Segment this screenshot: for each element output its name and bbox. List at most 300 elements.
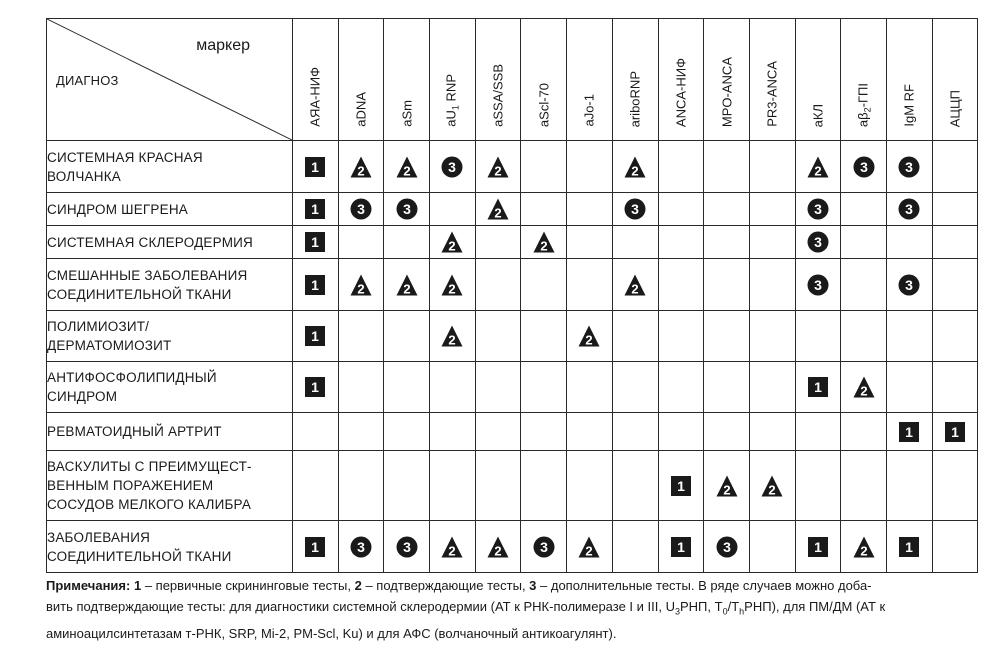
legend-text-1: – первичные скрининговые тесты, — [141, 578, 355, 593]
marker-cell — [521, 451, 567, 521]
marker-cell — [886, 311, 932, 362]
marker-cell — [567, 141, 613, 193]
table-body — [47, 141, 978, 573]
table-row — [47, 141, 978, 193]
marker-cell — [521, 141, 567, 193]
marker-label: aКЛ — [810, 103, 826, 127]
diagnosis-cell — [47, 521, 293, 573]
marker-label: PR3-ANCA — [764, 61, 780, 127]
table-row — [47, 521, 978, 573]
marker-cell — [704, 521, 750, 573]
marker-cell — [567, 521, 613, 573]
marker-cell — [475, 521, 521, 573]
svg-text:2: 2 — [585, 543, 594, 558]
marker-cell — [293, 451, 339, 521]
marker-label: aJo-1 — [581, 94, 597, 127]
svg-text:3: 3 — [905, 276, 914, 293]
diagnosis-cell — [47, 413, 293, 451]
marker-cell — [749, 311, 795, 362]
notes-sub-2: 0 — [722, 606, 728, 617]
svg-text:3: 3 — [814, 234, 822, 250]
marker-cell — [886, 521, 932, 573]
svg-text:2: 2 — [403, 281, 411, 296]
screening-square-icon — [304, 156, 326, 178]
svg-text:2: 2 — [448, 281, 457, 296]
marker-cell — [704, 193, 750, 226]
marker-cell — [749, 451, 795, 521]
table-row — [47, 259, 978, 311]
additional-circle-icon — [396, 536, 418, 558]
marker-cell — [293, 226, 339, 259]
marker-cell — [704, 413, 750, 451]
marker-cell — [795, 521, 841, 573]
marker-cell — [338, 362, 384, 413]
screening-square-icon — [304, 274, 326, 296]
svg-text:1: 1 — [814, 379, 822, 395]
marker-axis-label: маркер — [196, 37, 250, 54]
additional-circle-icon — [533, 536, 555, 558]
screening-square-icon — [807, 536, 829, 558]
marker-cell — [658, 226, 704, 259]
marker-cell — [704, 226, 750, 259]
marker-cell — [384, 413, 430, 451]
diagnosis-text: РЕВМАТОИДНЫЙ АРТРИТ — [47, 424, 222, 439]
marker-header-4 — [430, 19, 476, 141]
additional-circle-icon — [716, 536, 738, 558]
marker-cell — [886, 141, 932, 193]
marker-cell — [886, 259, 932, 311]
additional-circle-icon — [624, 198, 646, 220]
marker-label: $a\beta_2$-ГПI — [855, 82, 872, 127]
svg-text:2: 2 — [403, 163, 411, 178]
marker-cell — [612, 141, 658, 193]
marker-cell — [658, 362, 704, 413]
marker-cell — [567, 311, 613, 362]
marker-cell — [932, 451, 978, 521]
marker-cell — [795, 226, 841, 259]
marker-cell — [612, 226, 658, 259]
marker-label: aSm — [399, 100, 415, 127]
marker-cell — [475, 362, 521, 413]
svg-text:3: 3 — [357, 538, 365, 555]
marker-cell — [841, 521, 887, 573]
table-row — [47, 413, 978, 451]
marker-cell — [932, 413, 978, 451]
svg-text:1: 1 — [311, 158, 320, 175]
confirm-triangle-icon — [487, 156, 509, 178]
marker-cell — [886, 451, 932, 521]
table-row — [47, 362, 978, 413]
svg-text:2: 2 — [448, 238, 457, 253]
marker-cell — [841, 311, 887, 362]
confirm-triangle-icon — [441, 536, 463, 558]
notes-paragraph — [46, 575, 961, 644]
diagnosis-text: АНТИФОСФОЛИПИДНЫЙ — [47, 370, 217, 385]
marker-header-10 — [704, 19, 750, 141]
confirm-triangle-icon — [578, 536, 600, 558]
confirm-triangle-icon — [578, 325, 600, 347]
additional-circle-icon — [807, 231, 829, 253]
svg-text:2: 2 — [494, 163, 502, 178]
notes-line-2c: /T — [727, 599, 740, 614]
confirm-triangle-icon — [853, 536, 875, 558]
legend-text-2: – подтверждающие тесты, — [361, 578, 530, 593]
marker-cell — [384, 451, 430, 521]
marker-cell — [658, 451, 704, 521]
legend-text-3: – дополнительные тесты. В ряде случаев можно доба- — [536, 578, 872, 593]
marker-cell — [932, 193, 978, 226]
svg-text:1: 1 — [311, 379, 320, 395]
notes-line-2a: вить подтверждающие тесты: для диагностики системной склеродермии (АТ к РНК-полимеразе I и III, U — [46, 599, 675, 614]
marker-cell — [932, 311, 978, 362]
marker-cell — [841, 362, 887, 413]
diagnosis-text: ВЕННЫМ ПОРАЖЕНИЕМ — [47, 478, 214, 493]
marker-cell — [841, 259, 887, 311]
diagnosis-text: СМЕШАННЫЕ ЗАБОЛЕВАНИЯ — [47, 267, 248, 283]
diagnosis-cell — [47, 362, 293, 413]
svg-text:1: 1 — [311, 538, 320, 555]
screening-square-icon — [807, 376, 829, 398]
marker-header-2 — [338, 19, 384, 141]
marker-cell — [658, 193, 704, 226]
marker-cell — [658, 141, 704, 193]
marker-cell — [430, 141, 476, 193]
marker-label: IgM RF — [901, 84, 917, 127]
marker-header-14 — [886, 19, 932, 141]
notes-label: Примечания: — [46, 578, 131, 593]
marker-cell — [567, 226, 613, 259]
diagnosis-axis-label: ДИАГНОЗ — [56, 73, 119, 88]
marker-cell — [886, 362, 932, 413]
marker-cell — [521, 362, 567, 413]
marker-cell — [521, 311, 567, 362]
marker-cell — [749, 413, 795, 451]
marker-cell — [612, 413, 658, 451]
svg-text:2: 2 — [540, 238, 548, 253]
marker-cell — [384, 311, 430, 362]
marker-cell — [293, 521, 339, 573]
diagnosis-cell — [47, 141, 293, 193]
marker-header-15 — [932, 19, 978, 141]
marker-cell — [704, 259, 750, 311]
header-row — [47, 19, 978, 141]
marker-cell — [338, 413, 384, 451]
confirm-triangle-icon — [487, 536, 509, 558]
marker-cell — [567, 362, 613, 413]
svg-text:2: 2 — [448, 332, 457, 347]
marker-cell — [475, 311, 521, 362]
marker-cell — [612, 311, 658, 362]
table-row — [47, 226, 978, 259]
marker-cell — [612, 259, 658, 311]
svg-text:2: 2 — [722, 482, 731, 497]
marker-cell — [430, 259, 476, 311]
marker-cell — [430, 451, 476, 521]
screening-square-icon — [670, 475, 692, 497]
marker-cell — [521, 413, 567, 451]
confirm-triangle-icon — [761, 475, 783, 497]
marker-cell — [841, 193, 887, 226]
diagnosis-text: ДЕРМАТОМИОЗИТ — [47, 338, 172, 353]
marker-cell — [795, 413, 841, 451]
screening-square-icon — [670, 536, 692, 558]
notes-sub-3: h — [739, 606, 745, 617]
marker-cell — [795, 193, 841, 226]
diagnosis-cell — [47, 451, 293, 521]
marker-cell — [932, 226, 978, 259]
confirm-triangle-icon — [716, 475, 738, 497]
additional-circle-icon — [350, 536, 372, 558]
svg-text:2: 2 — [768, 482, 776, 497]
marker-cell — [658, 311, 704, 362]
marker-label: aSSA/SSB — [490, 64, 506, 127]
svg-text:3: 3 — [631, 201, 640, 217]
marker-cell — [521, 193, 567, 226]
confirm-triangle-icon — [441, 325, 463, 347]
marker-cell — [704, 451, 750, 521]
additional-circle-icon — [441, 156, 463, 178]
marker-cell — [612, 362, 658, 413]
svg-text:1: 1 — [905, 538, 914, 555]
marker-cell — [932, 259, 978, 311]
confirm-triangle-icon — [487, 198, 509, 220]
table-row — [47, 451, 978, 521]
svg-text:3: 3 — [905, 158, 914, 175]
marker-header-7 — [567, 19, 613, 141]
diagnosis-text: СИСТЕМНАЯ КРАСНАЯ — [47, 149, 203, 165]
diagnosis-text: ПОЛИМИОЗИТ/ — [47, 319, 150, 334]
marker-cell — [795, 259, 841, 311]
notes-line-3: аминоацилсинтетазам т-РНК, SRP, Mi-2, PM-Scl, Ku) и для АФС (волчаночный антикоагулянт). — [46, 625, 617, 641]
marker-cell — [658, 413, 704, 451]
marker-cell — [841, 451, 887, 521]
diagnosis-text: СОЕДИНИТЕЛЬНОЙ ТКАНИ — [47, 286, 232, 302]
marker-header-12 — [795, 19, 841, 141]
svg-text:1: 1 — [676, 538, 685, 555]
svg-text:2: 2 — [357, 281, 365, 296]
confirm-triangle-icon — [807, 156, 829, 178]
screening-square-icon — [898, 421, 920, 443]
diagnosis-text: СИСТЕМНАЯ СКЛЕРОДЕРМИЯ — [47, 234, 253, 250]
confirm-triangle-icon — [853, 376, 875, 398]
diagnosis-cell — [47, 193, 293, 226]
marker-cell — [384, 226, 430, 259]
svg-text:2: 2 — [494, 205, 502, 220]
svg-text:3: 3 — [722, 538, 731, 555]
svg-text:3: 3 — [905, 201, 914, 217]
marker-cell — [795, 141, 841, 193]
marker-header-8 — [612, 19, 658, 141]
svg-text:1: 1 — [311, 328, 320, 344]
marker-cell — [567, 259, 613, 311]
marker-cell — [841, 226, 887, 259]
marker-cell — [293, 141, 339, 193]
marker-cell — [430, 521, 476, 573]
table-row — [47, 193, 978, 226]
marker-cell — [475, 141, 521, 193]
marker-cell — [293, 413, 339, 451]
marker-cell — [841, 413, 887, 451]
marker-cell — [612, 451, 658, 521]
marker-label: АЦЦП — [947, 89, 963, 127]
svg-text:3: 3 — [357, 201, 365, 217]
marker-label: ariboRNP — [627, 70, 643, 127]
svg-text:2: 2 — [631, 163, 639, 178]
marker-cell — [293, 193, 339, 226]
marker-cell — [795, 451, 841, 521]
svg-text:1: 1 — [905, 423, 914, 440]
additional-circle-icon — [898, 274, 920, 296]
marker-header-13 — [841, 19, 887, 141]
marker-cell — [430, 226, 476, 259]
svg-text:1: 1 — [814, 538, 822, 555]
marker-cell — [475, 259, 521, 311]
screening-square-icon — [304, 376, 326, 398]
svg-text:2: 2 — [859, 543, 868, 558]
marker-cell — [841, 141, 887, 193]
marker-cell — [567, 193, 613, 226]
marker-cell — [475, 451, 521, 521]
marker-header-11 — [749, 19, 795, 141]
marker-cell — [338, 451, 384, 521]
marker-cell — [749, 259, 795, 311]
marker-cell — [293, 259, 339, 311]
marker-cell — [749, 226, 795, 259]
diagnosis-text: СОЕДИНИТЕЛЬНОЙ ТКАНИ — [47, 548, 232, 564]
marker-cell — [932, 141, 978, 193]
marker-cell — [612, 193, 658, 226]
diagnosis-text: ВОЛЧАНКА — [47, 168, 121, 184]
marker-diagnosis-table — [46, 18, 978, 573]
additional-circle-icon — [898, 198, 920, 220]
marker-cell — [430, 193, 476, 226]
marker-cell — [384, 362, 430, 413]
marker-cell — [475, 193, 521, 226]
marker-cell — [932, 362, 978, 413]
marker-label: aScl-70 — [536, 82, 552, 127]
confirm-triangle-icon — [350, 274, 372, 296]
svg-text:1: 1 — [311, 234, 320, 250]
marker-cell — [384, 521, 430, 573]
marker-label: $aU_1$ RNP — [444, 74, 461, 127]
svg-text:2: 2 — [814, 163, 822, 178]
marker-cell — [749, 193, 795, 226]
header-corner-cell — [47, 19, 293, 141]
marker-cell — [795, 362, 841, 413]
marker-cell — [704, 141, 750, 193]
marker-cell — [293, 362, 339, 413]
marker-cell — [430, 413, 476, 451]
marker-cell — [704, 311, 750, 362]
marker-cell — [475, 226, 521, 259]
marker-header-6 — [521, 19, 567, 141]
marker-cell — [430, 311, 476, 362]
diagnosis-text: СИНДРОМ — [47, 389, 118, 404]
marker-header-9 — [658, 19, 704, 141]
svg-text:2: 2 — [585, 332, 594, 347]
marker-cell — [795, 311, 841, 362]
diagnosis-cell — [47, 311, 293, 362]
marker-cell — [475, 413, 521, 451]
additional-circle-icon — [807, 198, 829, 220]
marker-cell — [384, 259, 430, 311]
marker-cell — [384, 141, 430, 193]
confirm-triangle-icon — [396, 156, 418, 178]
confirm-triangle-icon — [624, 274, 646, 296]
screening-square-icon — [304, 198, 326, 220]
additional-circle-icon — [396, 198, 418, 220]
screening-square-icon — [304, 536, 326, 558]
marker-cell — [658, 521, 704, 573]
marker-cell — [521, 259, 567, 311]
svg-text:2: 2 — [859, 383, 868, 398]
marker-cell — [338, 141, 384, 193]
marker-cell — [521, 521, 567, 573]
diagnosis-cell — [47, 259, 293, 311]
marker-cell — [749, 521, 795, 573]
svg-text:2: 2 — [494, 543, 502, 558]
svg-text:3: 3 — [402, 201, 411, 217]
marker-header-1 — [293, 19, 339, 141]
confirm-triangle-icon — [533, 231, 555, 253]
additional-circle-icon — [898, 156, 920, 178]
table-row — [47, 311, 978, 362]
screening-square-icon — [944, 421, 966, 443]
svg-text:3: 3 — [539, 538, 548, 555]
marker-cell — [430, 362, 476, 413]
marker-label: ANCA-НИФ — [673, 57, 689, 127]
marker-cell — [886, 413, 932, 451]
svg-text:3: 3 — [402, 538, 411, 555]
marker-cell — [338, 311, 384, 362]
marker-cell — [886, 226, 932, 259]
diagnosis-cell — [47, 226, 293, 259]
legend-number-3: 3 — [529, 578, 537, 593]
confirm-triangle-icon — [441, 231, 463, 253]
marker-cell — [567, 413, 613, 451]
marker-cell — [338, 193, 384, 226]
marker-cell — [886, 193, 932, 226]
marker-cell — [338, 259, 384, 311]
svg-text:2: 2 — [357, 163, 365, 178]
screening-square-icon — [898, 536, 920, 558]
notes-line-2b: РНП, T — [680, 599, 723, 614]
marker-cell — [567, 451, 613, 521]
marker-label: АЯА-НИФ — [307, 67, 323, 127]
additional-circle-icon — [853, 156, 875, 178]
marker-cell — [338, 521, 384, 573]
screening-square-icon — [304, 231, 326, 253]
svg-text:3: 3 — [859, 158, 868, 175]
diagnosis-text: СИНДРОМ ШЕГРЕНА — [47, 201, 188, 217]
marker-cell — [749, 141, 795, 193]
marker-header-3 — [384, 19, 430, 141]
svg-text:3: 3 — [814, 276, 822, 293]
svg-text:3: 3 — [448, 158, 457, 175]
svg-text:1: 1 — [676, 477, 685, 494]
marker-cell — [932, 521, 978, 573]
legend-number-2: 2 — [354, 578, 362, 593]
marker-cell — [749, 362, 795, 413]
svg-text:1: 1 — [311, 201, 320, 217]
marker-cell — [384, 193, 430, 226]
confirm-triangle-icon — [624, 156, 646, 178]
notes-sub-1: 3 — [674, 606, 680, 617]
marker-header-5 — [475, 19, 521, 141]
confirm-triangle-icon — [350, 156, 372, 178]
marker-cell — [521, 226, 567, 259]
notes-line-2d: РНП), для ПМ/ДМ (АТ к — [744, 599, 886, 614]
